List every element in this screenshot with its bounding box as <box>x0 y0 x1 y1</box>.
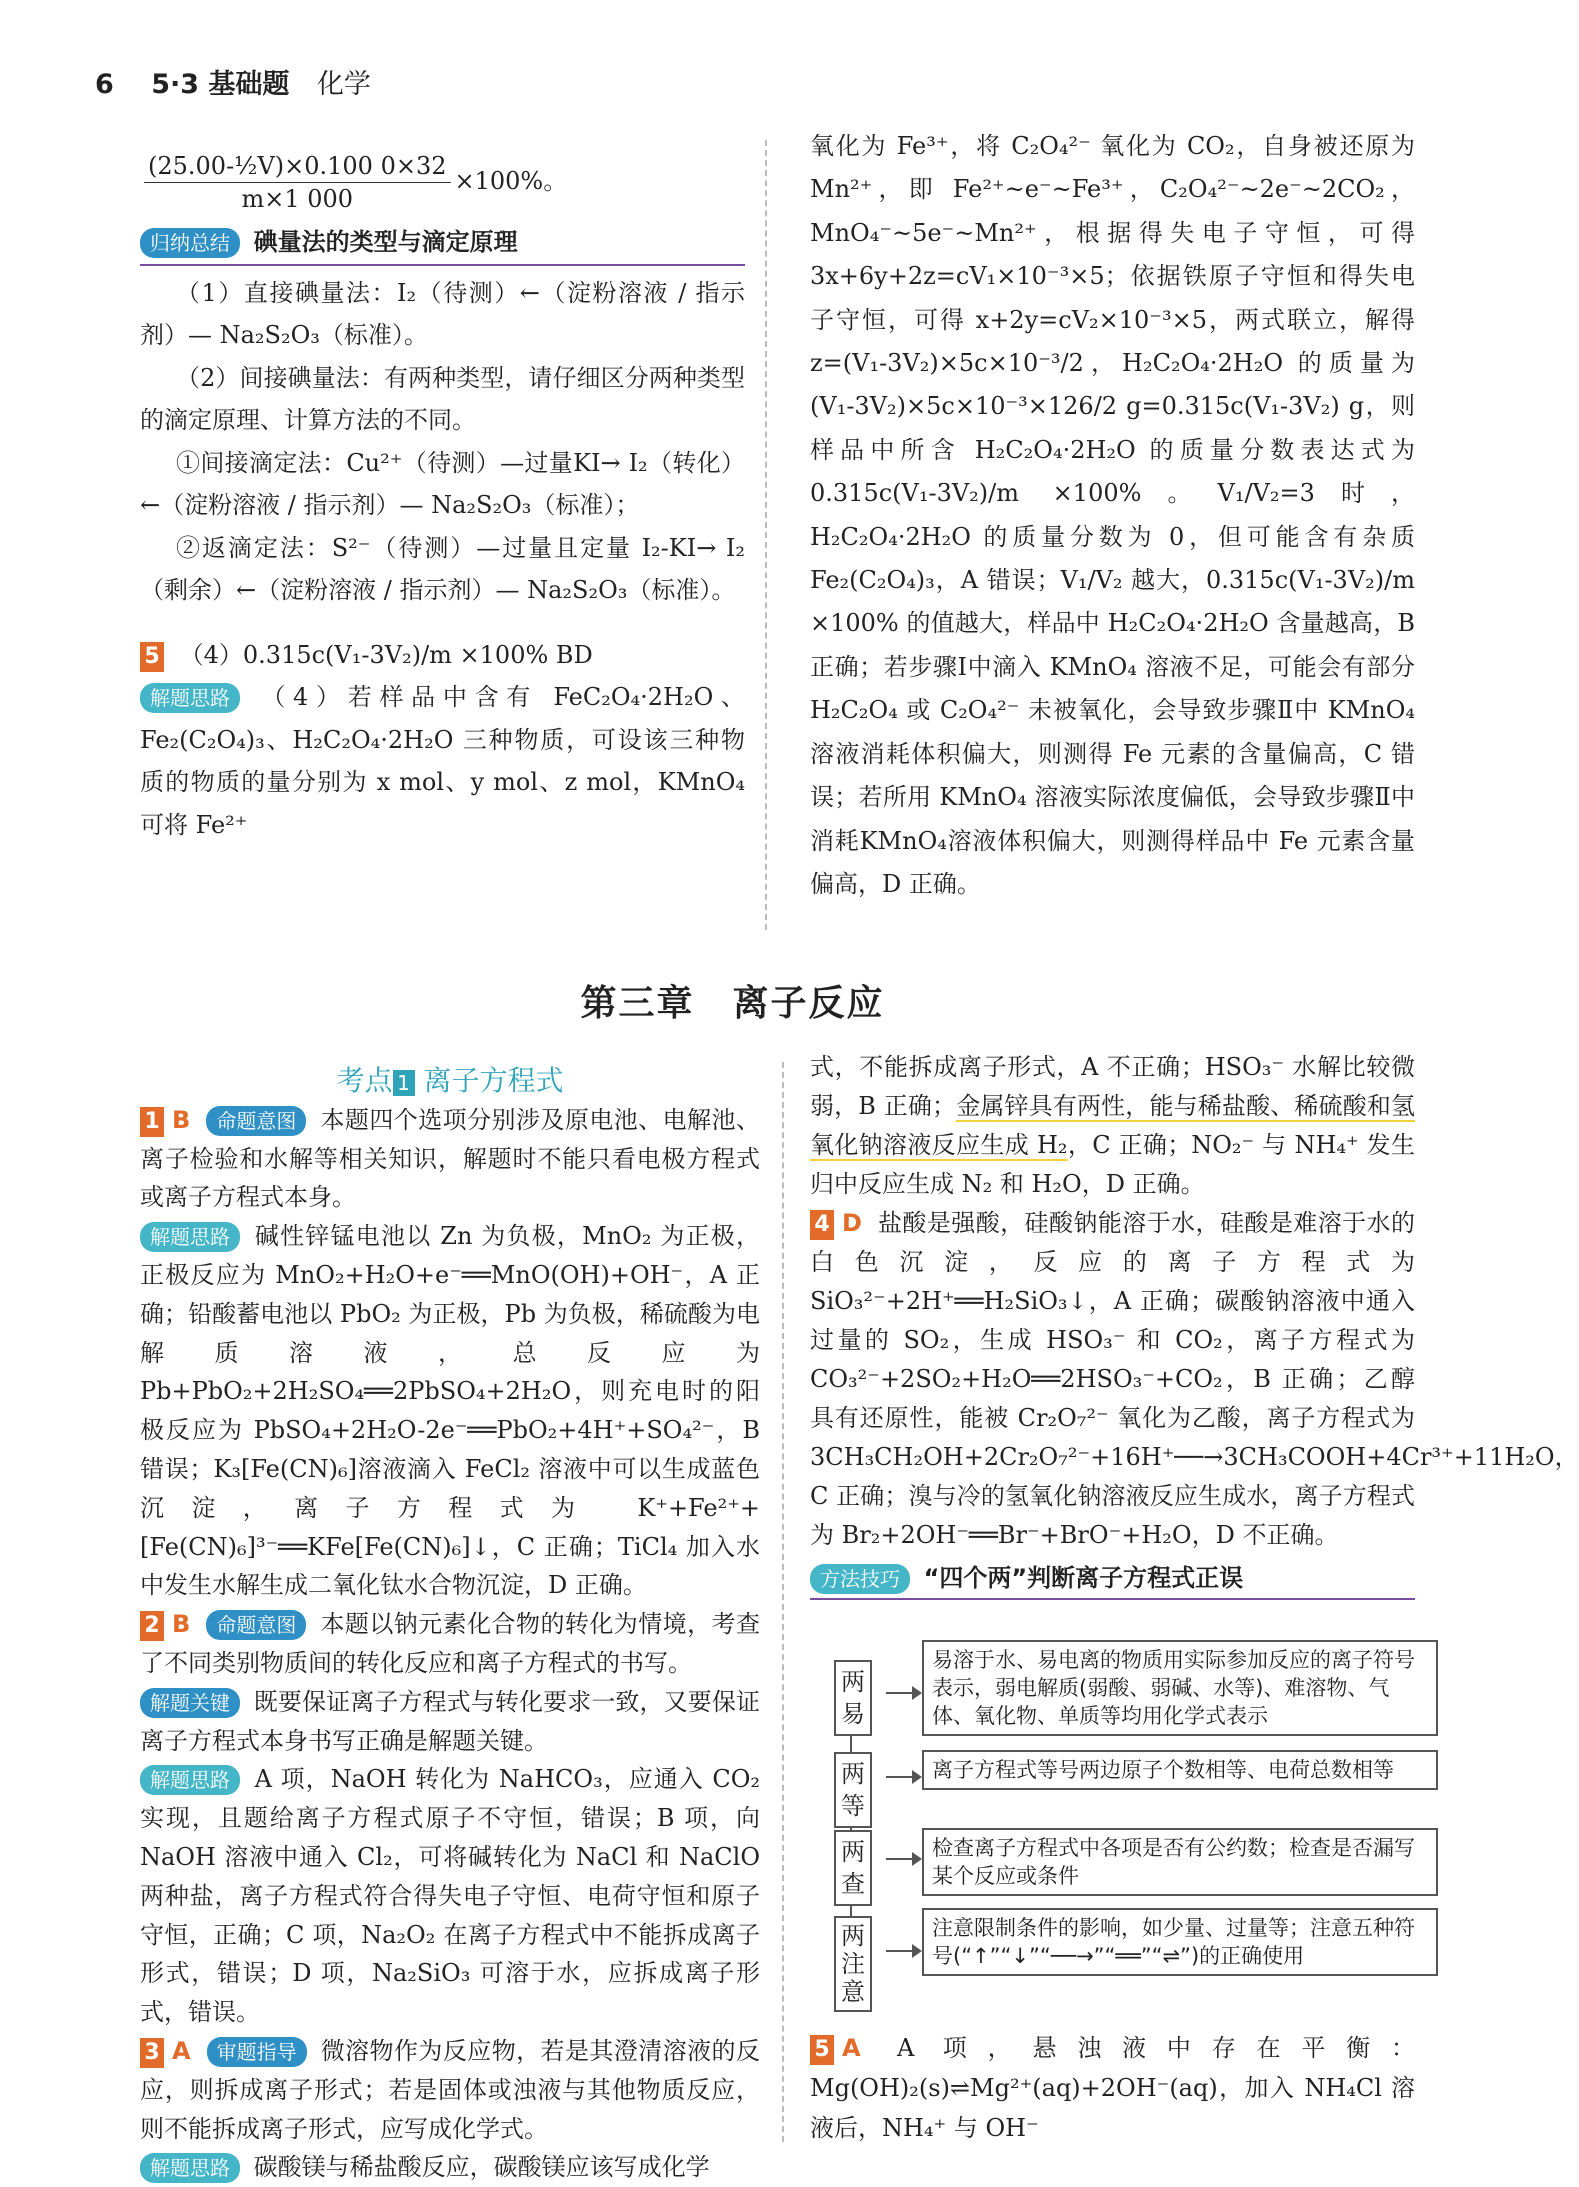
result-fraction <box>140 150 745 215</box>
question-number: 1 <box>140 1107 164 1137</box>
top-left-column <box>140 150 745 846</box>
intent-tag: 命题意图 <box>206 1106 306 1136</box>
bottom-right-column <box>810 1048 1579 1600</box>
section-label: 考点 <box>336 1064 393 1097</box>
rule-arrow <box>886 1858 920 1860</box>
q5-solution <box>140 676 745 846</box>
question-number: 5 <box>810 2035 834 2065</box>
question-number: 5 <box>140 642 164 672</box>
rule-box: 离子方程式等号两边原子个数相等、电荷总数相等 <box>922 1750 1438 1790</box>
rule-box: 易溶于水、易电离的物质用实际参加反应的离子符号表示，弱电解质(弱酸、弱碱、水等)、难溶物、气体、氧化物、单质等均用化学式表示 <box>922 1640 1438 1736</box>
continued-text-b: ，C 正确；NO₂⁻ 与 NH₄⁺ 发生归中反应生成 N₂ 和 H₂O，D 正确。 <box>810 1131 1415 1198</box>
q2-idea <box>140 1760 760 2032</box>
q4-text <box>810 1204 1579 1555</box>
method-tag: 方法技巧 <box>810 1564 910 1594</box>
q3-read <box>140 2032 760 2148</box>
fraction-denominator: m×1 000 <box>241 185 354 213</box>
rule-arrow <box>886 1776 920 1778</box>
top-right-text: 氧化为 Fe³⁺，将 C₂O₄²⁻ 氧化为 CO₂，自身被还原为 Mn²⁺，即 Fe²⁺~e⁻~Fe³⁺，C₂O₄²⁻~2e⁻~2CO₂，MnO₄⁻~5e⁻~Mn²⁺，根据得失电子守恒，可得 3x+6y+2z=cV₁×10⁻³×5；依据铁原子守恒和得失电子守恒，可得 x+2y=cV₂×10⁻³×5，两式联立，解得 z=(V₁-3V₂)×5c×10⁻³/2，H₂C₂O₄·2H₂O 的质量为 (V₁-3V₂)×5c×10⁻³×126/2 g=0.315c(V₁-3V₂) g，则样品中所含 H₂C₂O₄·2H₂O 的质量分数表达式为 0.315c(V₁-3V₂)/m ×100%。V₁/V₂=3时，H₂C₂O₄·2H₂O 的质量分数为 0，但可能含有杂质Fe₂(C₂O₄)₃，A 错误；V₁/V₂ 越大，0.315c(V₁-3V₂)/m ×100% 的值越大，样品中 H₂C₂O₄·2H₂O 含量越高，B 正确；若步骤Ⅰ中滴入 KMnO₄ 溶液不足，可能会有部分 H₂C₂O₄ 或 C₂O₄²⁻ 未被氧化，会导致步骤Ⅱ中 KMnO₄ 溶液消耗体积偏大，则测得 Fe 元素的含量偏高，C 错误；若所用 KMnO₄ 溶液实际浓度偏低，会导致步骤Ⅱ中消耗KMnO₄溶液体积偏大，则测得样品中 Fe 元素含量偏高，D 正确。 <box>810 132 1415 898</box>
fraction <box>144 150 451 215</box>
summary-p3: ①间接滴定法：Cu²⁺（待测）—过量KI→ I₂（转化）←（淀粉溶液 / 指示剂）— Na₂S₂O₃（标准）； <box>140 448 745 519</box>
summary-title: 碘量法的类型与滴定原理 <box>253 228 518 256</box>
rule-label: 两等 <box>834 1752 872 1828</box>
idea-tag: 解题思路 <box>140 683 240 713</box>
series-name: 5·3 基础题 <box>151 69 290 100</box>
q3-idea <box>140 2148 760 2187</box>
section-heading <box>140 1062 760 1101</box>
answer: B <box>172 1610 191 1639</box>
rule-box: 注意限制条件的影响，如少量、过量等；注意五种符号(“↑”“↓”“──→”“══”“⇌”)的正确使用 <box>922 1908 1438 1976</box>
q3-idea-text: 碳酸镁与稀盐酸反应，碳酸镁应该写成化学 <box>253 2153 710 2182</box>
question-number: 4 <box>810 1210 834 1240</box>
section-title: 离子方程式 <box>423 1064 564 1097</box>
page-number: 6 <box>95 69 114 100</box>
method-heading <box>810 1559 1415 1600</box>
answer: A <box>172 2036 191 2065</box>
rule-arrow <box>886 1950 920 1952</box>
q2-intent <box>140 1605 760 1683</box>
column-divider-bottom <box>782 1062 784 2142</box>
fraction-numerator: (25.00-½V)×0.100 0×32 <box>144 150 451 183</box>
q1-idea <box>140 1217 760 1605</box>
summary-p1: （1）直接碘量法：I₂（待测）←（淀粉溶液 / 指示剂）— Na₂S₂O₃（标准）。 <box>140 278 745 349</box>
q5-answer: （4）0.315c(V₁-3V₂)/m ×100% BD <box>179 640 593 669</box>
rule-label: 两查 <box>834 1830 872 1906</box>
q4-text-body: 盐酸是强酸，硅酸钠能溶于水，硅酸是难溶于水的白色沉淀，反应的离子方程式为 SiO₃²⁻+2H⁺══H₂SiO₃↓，A 正确；碳酸钠溶液中通入过量的 SO₂，生成 HSO₃⁻ 和 CO₂，离子方程式为 CO₃²⁻+2SO₂+H₂O══2HSO₃⁻+CO₂，B 正确；乙醇具有还原性，能被 Cr₂O₇²⁻ 氧化为乙酸，离子方程式为 3CH₃CH₂OH+2Cr₂O₇²⁻+16H⁺──→3CH₃COOH+4Cr³⁺+11H₂O，C 正确；溴与冷的氢氧化钠溶液反应生成水，离子方程式为 Br₂+2OH⁻══Br⁻+BrO⁻+H₂O，D 不正确。 <box>810 1209 1579 1549</box>
bottom-left-column <box>140 1062 760 2187</box>
read-tag: 审题指导 <box>207 2037 307 2067</box>
chapter-title: 第三章 离子反应 <box>580 983 885 1024</box>
method-title: “四个两”判断离子方程式正误 <box>923 1564 1244 1592</box>
q3-read-text: 微溶物作为反应物，若是其澄清溶液的反应，则拆成离子形式；若是固体或浊液与其他物质反应，则不能拆成离子形式，应写成化学式。 <box>140 2036 760 2143</box>
question-number: 2 <box>140 1611 164 1641</box>
intent-tag: 命题意图 <box>206 1610 306 1640</box>
q5-bottom <box>810 2028 1415 2148</box>
q1-idea-text: 碱性锌锰电池以 Zn 为负极，MnO₂ 为正极，正极反应为 MnO₂+H₂O+e⁻══MnO(OH)+OH⁻，A 正确；铅酸蓄电池以 PbO₂ 为正极，Pb 为负极，稀硫酸为电解质溶液，总反应为 Pb+PbO₂+2H₂SO₄══2PbSO₄+2H₂O，则充电时的阳极反应为 PbSO₄+2H₂O-2e⁻══PbO₂+4H⁺+SO₄²⁻，B 错误；K₃[Fe(CN)₆]溶液滴入 FeCl₂ 溶液中可以生成蓝色沉淀，离子方程式为 K⁺+Fe²⁺+[Fe(CN)₆]³⁻══KFe[Fe(CN)₆]↓，C 正确；TiCl₄ 加入水中发生水解生成二氧化钛水合物沉淀，D 正确。 <box>140 1222 760 1600</box>
rule-arrow <box>886 1692 920 1694</box>
q5-solution-text: （4）若样品中含有 FeC₂O₄·2H₂O、Fe₂(C₂O₄)₃、H₂C₂O₄·2H₂O 三种物质，可设该三种物质的物质的量分别为 x mol、y mol、z mol，KMnO₄ 可将 Fe²⁺ <box>140 683 745 839</box>
q2-intent-text: 本题以钠元素化合物的转化为情境，考查了不同类别物质间的转化反应和离子方程式的书写。 <box>140 1610 760 1677</box>
q1-intent <box>140 1101 760 1217</box>
q2-idea-text: A 项，NaOH 转化为 NaHCO₃，应通入 CO₂ 实现，且题给离子方程式原子不守恒，错误；B 项，向 NaOH 溶液中通入 Cl₂，可将碱转化为 NaCl 和 NaClO 两种盐，离子方程式符合得失电子守恒、电荷守恒和原子守恒，正确；C 项，Na₂O₂ 在离子方程式中不能拆成离子形式，错误；D 项，Na₂SiO₃ 可溶于水，应拆成离子形式，错误。 <box>140 1765 760 2027</box>
summary-tag: 归纳总结 <box>140 228 240 258</box>
section-number: 1 <box>393 1070 415 1096</box>
summary-heading <box>140 221 745 266</box>
q5-answer-line <box>140 634 745 677</box>
rule-label: 两注意 <box>834 1916 872 2012</box>
q5-bottom-text <box>810 2028 1415 2148</box>
highlighted-text: 金属锌具有两性，能与稀盐酸、稀硫酸和氢氧化钠溶液反应生成 H₂ <box>810 1092 1416 1159</box>
idea-tag: 解题思路 <box>140 1222 240 1252</box>
subject-name: 化学 <box>316 69 371 100</box>
q5-bottom-body: A 项，悬浊液中存在平衡：Mg(OH)₂(s)⇌Mg²⁺(aq)+2OH⁻(aq)，加入 NH₄Cl 溶液后，NH₄⁺ 与 OH⁻ <box>810 2034 1415 2142</box>
q1-intent-text: 本题四个选项分别涉及原电池、电解池、离子检验和水解等相关知识，解题时不能只看电极方程式或离子方程式本身。 <box>140 1105 760 1212</box>
answer: B <box>172 1105 191 1134</box>
page-header <box>95 62 371 101</box>
answer: A <box>842 2034 861 2062</box>
q2-key <box>140 1683 760 1761</box>
rule-label: 两易 <box>834 1660 872 1736</box>
continued-text-a: 式，不能拆成离子形式，A 不正确；HSO₃⁻ 水解比较微弱，B 正确； <box>810 1053 1415 1120</box>
continued-text <box>810 1048 1415 1204</box>
fraction-tail: ×100%。 <box>454 167 568 195</box>
key-tag: 解题关键 <box>140 1688 240 1718</box>
column-divider-top <box>765 140 767 930</box>
idea-tag: 解题思路 <box>140 2153 240 2183</box>
idea-tag: 解题思路 <box>140 1765 240 1795</box>
answer: D <box>842 1209 862 1237</box>
rule-box: 检查离子方程式中各项是否有公约数；检查是否漏写某个反应或条件 <box>922 1828 1438 1896</box>
question-number: 3 <box>140 2038 164 2068</box>
summary-p2: （2）间接碘量法：有两种类型，请仔细区分两种类型的滴定原理、计算方法的不同。 <box>140 363 745 434</box>
top-right-column <box>810 125 1415 906</box>
summary-p4: ②返滴定法：S²⁻（待测）—过量且定量 I₂-KI→ I₂（剩余）←（淀粉溶液 / 指示剂）— Na₂S₂O₃（标准）。 <box>140 533 745 604</box>
q2-key-text: 既要保证离子方程式与转化要求一致，又要保证离子方程式本身书写正确是解题关键。 <box>140 1687 760 1755</box>
